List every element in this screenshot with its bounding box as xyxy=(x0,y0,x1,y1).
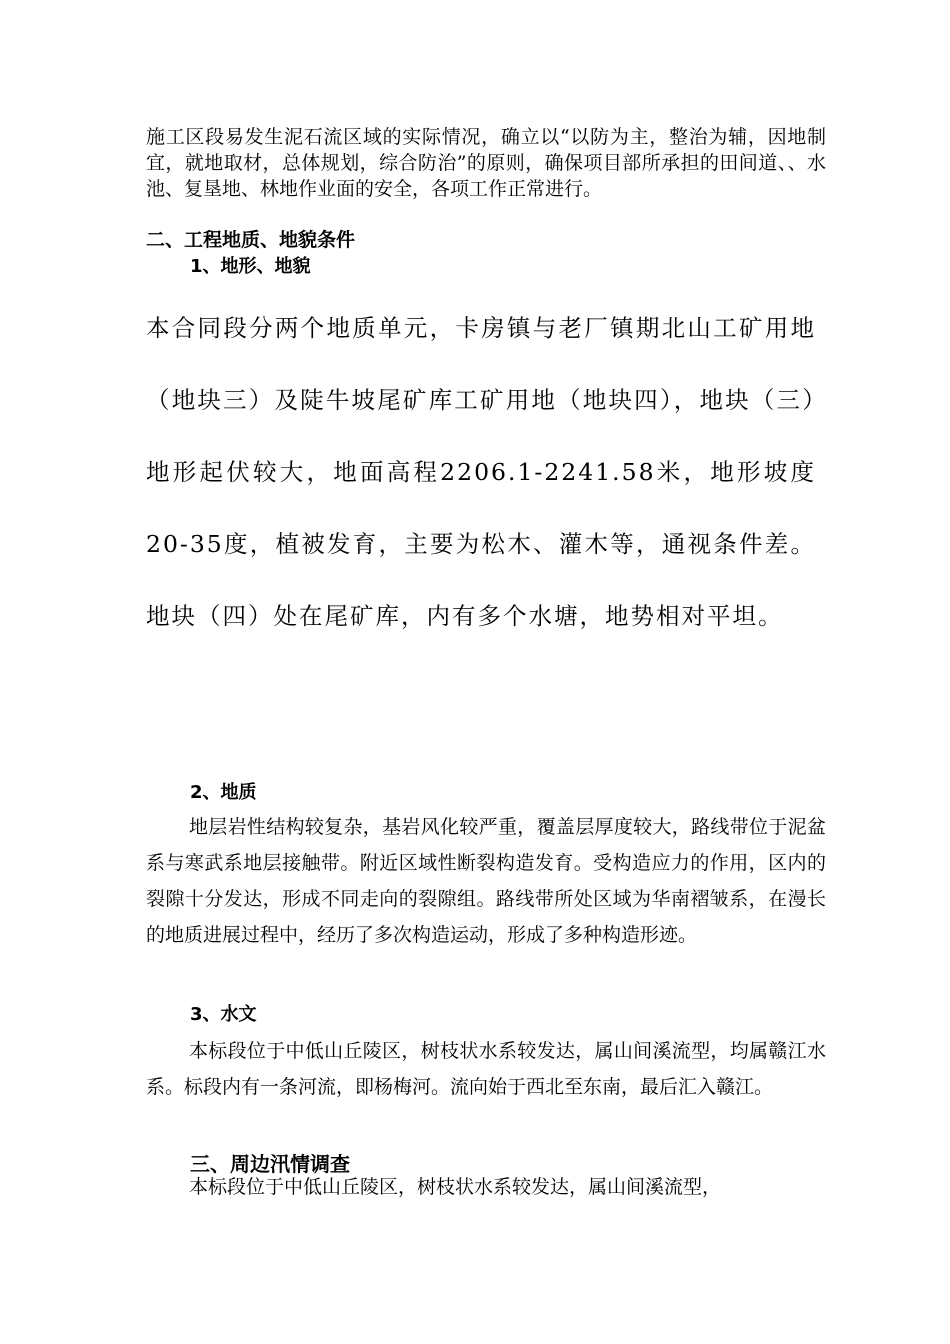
subsection-3-paragraph: 本标段位于中低山丘陵区，树枝状水系较发达，属山间溪流型，均属赣江水系。标段内有一条河流，即杨梅河。流向始于西北至东南，最后汇入赣江。 xyxy=(146,1040,826,1098)
subsection-3-heading: 3、水文 xyxy=(190,1004,257,1025)
subsection-2-heading: 2、地质 xyxy=(190,782,257,803)
subsection-2-paragraph: 地层岩性结构较复杂，基岩风化较严重，覆盖层厚度较大，路线带位于泥盆系与寒武系地层接触带。附近区域性断裂构造发育。受构造应力的作用，区内的裂隙十分发达，形成不同走向的裂隙组。路线带所处区域为华南褶皱系，在漫长的地质进展过程中，经历了多次构造运动，形成了多种构造形迹。 xyxy=(146,816,826,946)
section-2-heading: 二、工程地质、地貌条件 xyxy=(146,229,356,251)
intro-paragraph: 施工区段易发生泥石流区域的实际情况，确立以“以防为主，整治为辅，因地制宜，就地取材，总体规划，综合防治”的原则，确保项目部所承担的田间道、、水池、复垦地、林地作业面的安全，各项工作正常进行。 xyxy=(146,126,826,200)
subsection-1-heading: 1、地形、地貌 xyxy=(190,256,311,277)
subsection-1-paragraph: 本合同段分两个地质单元，卡房镇与老厂镇期北山工矿用地（地块三）及陡牛坡尾矿库工矿用地（地块四），地块（三）地形起伏较大，地面高程2206.1-2241.58米，地形坡度20-35度，植被发育，主要为松木、灌木等，通视条件差。地块（四）处在尾矿库，内有多个水塘，地势相对平坦。 xyxy=(146,314,816,630)
section-3-paragraph: 本标段位于中低山丘陵区，树枝状水系较发达，属山间溪流型， xyxy=(189,1176,722,1198)
section-3-heading: 三、周边汛情调查 xyxy=(190,1152,350,1176)
